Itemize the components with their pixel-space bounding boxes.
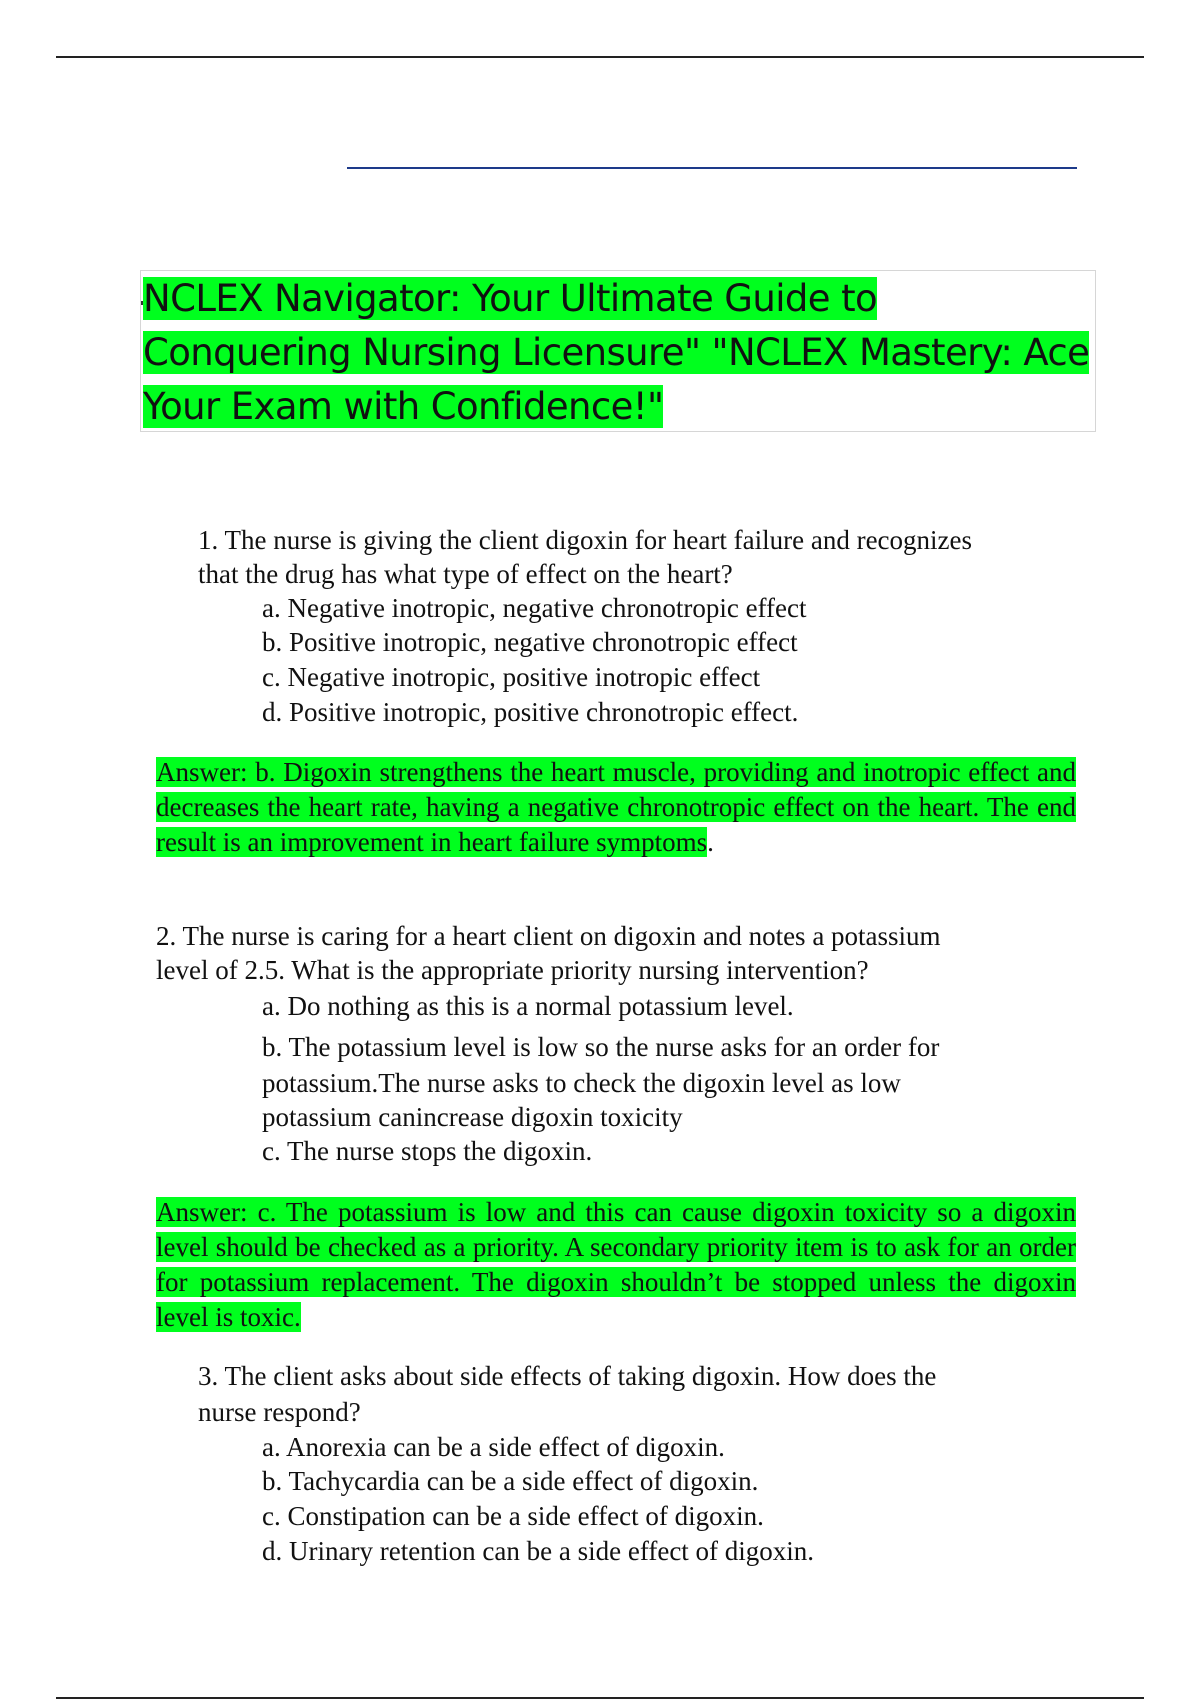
- question-3-option-a: a. Anorexia can be a side effect of digoxin.: [262, 1432, 725, 1462]
- title-line-3: Your Exam with Confidence!": [143, 385, 664, 428]
- question-2-option-b-line-3: potassium canincrease digoxin toxicity: [262, 1102, 683, 1132]
- question-2-answer-text: Answer: c. The potassium is low and this can cause digoxin toxicity so a digoxin level should be checked as a priority. A secondary priority item is to ask for an order for potassium replacement. The digoxin shouldn’t be stopped unless the digoxin level is toxic.: [156, 1197, 1076, 1332]
- question-2-answer: [156, 1195, 1076, 1335]
- question-1-option-c: c. Negative inotropic, positive inotropic effect: [262, 662, 761, 692]
- question-1-option-d: d. Positive inotropic, positive chronotropic effect.: [262, 697, 799, 727]
- title-line-1: NCLEX Navigator: Your Ultimate Guide to: [143, 277, 878, 320]
- question-2-stem-line-2: level of 2.5. What is the appropriate priority nursing intervention?: [156, 955, 869, 985]
- question-2-option-a: a. Do nothing as this is a normal potassium level.: [262, 991, 794, 1021]
- question-2-option-b-line-1: b. The potassium level is low so the nurse asks for an order for: [262, 1032, 940, 1062]
- question-3-option-c: c. Constipation can be a side effect of digoxin.: [262, 1501, 764, 1531]
- question-2-option-c: c. The nurse stops the digoxin.: [262, 1136, 593, 1166]
- question-2-option-b-line-2: potassium.The nurse asks to check the digoxin level as low: [262, 1068, 901, 1098]
- question-1-option-a: a. Negative inotropic, negative chronotropic effect: [262, 593, 807, 623]
- question-1-answer-period: .: [707, 827, 714, 857]
- question-1-answer: [156, 755, 1076, 860]
- question-1-stem-line-2: that the drug has what type of effect on the heart?: [198, 559, 733, 589]
- question-3-stem-line-2: nurse respond?: [198, 1397, 361, 1427]
- question-1-stem-line-1: 1. The nurse is giving the client digoxin for heart failure and recognizes: [198, 525, 973, 555]
- blue-rule: [347, 167, 1077, 169]
- question-1-option-b: b. Positive inotropic, negative chronotropic effect: [262, 627, 798, 657]
- question-3-stem-line-1: 3. The client asks about side effects of taking digoxin. How does the: [198, 1361, 937, 1391]
- question-3-option-d: d. Urinary retention can be a side effect of digoxin.: [262, 1536, 815, 1566]
- top-rule: [56, 56, 1144, 58]
- document-title: [143, 272, 1093, 434]
- bottom-rule: [56, 1697, 1144, 1699]
- title-line-2: Conquering Nursing Licensure" "NCLEX Mastery: Ace: [143, 331, 1090, 374]
- question-3-option-b: b. Tachycardia can be a side effect of digoxin.: [262, 1466, 759, 1496]
- question-2-stem-line-1: 2. The nurse is caring for a heart client on digoxin and notes a potassium: [156, 921, 941, 951]
- question-1-answer-text: Answer: b. Digoxin strengthens the heart muscle, providing and inotropic effect and decreases the heart rate, having a negative chronotropic effect on the heart. The end result is an improvement in heart failure symptoms: [156, 757, 1076, 857]
